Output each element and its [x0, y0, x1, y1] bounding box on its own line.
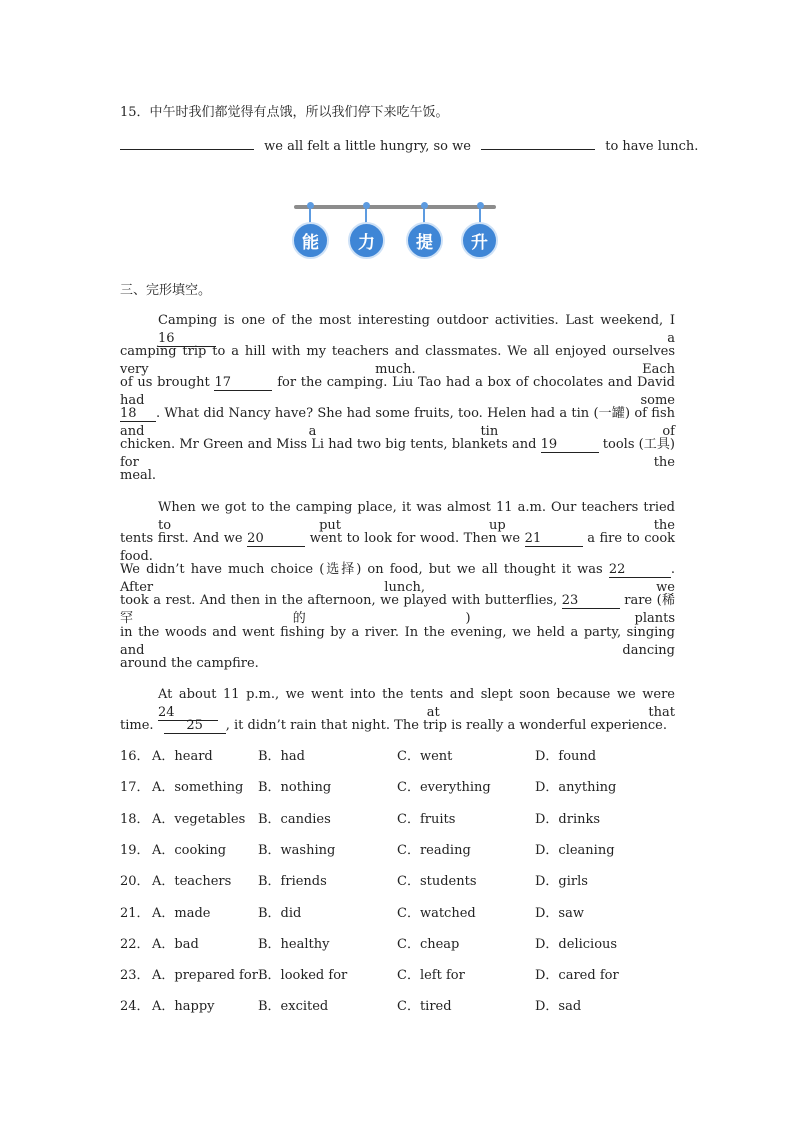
- option-choice-c[interactable]: C．left for: [397, 968, 465, 983]
- passage-text: took a rest. And then in the afternoon, we played with butterflies,: [120, 593, 558, 608]
- passage-line: When we got to the camping place, it was almost 11 a.m. Our teachers tried to put up the: [158, 500, 675, 533]
- passage-line: meal.: [120, 468, 157, 483]
- banner-pin: [477, 202, 484, 209]
- passage-text: of us brought: [120, 375, 210, 390]
- option-row: [120, 873, 680, 891]
- option-choice-d[interactable]: D．sad: [535, 999, 582, 1014]
- option-choice-c[interactable]: C．students: [397, 874, 477, 889]
- ability-banner: [292, 202, 498, 262]
- option-choice-d[interactable]: D．girls: [535, 874, 588, 889]
- passage-text: At about 11 p.m., we went into the tents and slept soon because we were: [158, 687, 675, 702]
- option-row: [120, 779, 680, 797]
- banner-stem: [479, 209, 481, 223]
- passage-text: Camping is one of the most interesting outdoor activities. Last weekend, I: [158, 313, 675, 328]
- option-choice-a[interactable]: A．something: [152, 780, 244, 795]
- passage-text: for the camping. Liu Tao had a box of chocolates and David had some: [120, 375, 675, 408]
- option-choice-b[interactable]: B．looked for: [258, 968, 348, 983]
- option-choice-c[interactable]: C．cheap: [397, 937, 460, 952]
- option-choice-d[interactable]: D．drinks: [535, 812, 601, 827]
- option-choice-b[interactable]: B．friends: [258, 874, 327, 889]
- q15-end-text: to have lunch.: [605, 139, 699, 154]
- banner-stem: [309, 209, 311, 223]
- banner-char-2: 力: [348, 222, 385, 259]
- option-choice-d[interactable]: D．cared for: [535, 968, 619, 983]
- blank-20[interactable]: 20: [247, 531, 305, 547]
- option-choice-b[interactable]: B．excited: [258, 999, 329, 1014]
- option-row: [120, 998, 680, 1016]
- option-choice-a[interactable]: A．vegetables: [152, 812, 246, 827]
- option-choice-d[interactable]: D．cleaning: [535, 843, 615, 858]
- option-row: [120, 811, 680, 829]
- passage-line: around the campfire.: [120, 656, 259, 671]
- option-choice-b[interactable]: B．healthy: [258, 937, 330, 952]
- blank-24[interactable]: 24: [158, 705, 218, 721]
- passage-text: tents first. And we: [120, 531, 243, 546]
- passage-text: at that: [426, 705, 675, 720]
- blank-17[interactable]: 17: [214, 375, 272, 391]
- blank-16[interactable]: 16: [158, 331, 216, 347]
- passage-text: a: [667, 331, 675, 346]
- option-choice-c[interactable]: C．everything: [397, 780, 491, 795]
- banner-pin: [307, 202, 314, 209]
- banner-bar: [294, 205, 496, 209]
- banner-pin: [421, 202, 428, 209]
- option-choice-d[interactable]: D．saw: [535, 906, 584, 921]
- passage-text: , it didn’t rain that night. The trip is really a wonderful experience.: [225, 718, 668, 733]
- blank-22[interactable]: 22: [609, 562, 671, 578]
- banner-char-3: 提: [406, 222, 443, 259]
- passage-text: tools (工具) for the: [120, 437, 675, 470]
- blank-18[interactable]: 18: [120, 406, 156, 422]
- option-choice-b[interactable]: B．did: [258, 906, 302, 921]
- banner-pin: [363, 202, 370, 209]
- q15-mid-text: we all felt a little hungry, so we: [264, 139, 471, 154]
- option-number: 20．: [120, 874, 150, 889]
- option-choice-a[interactable]: A．bad: [152, 937, 199, 952]
- option-choice-b[interactable]: B．candies: [258, 812, 331, 827]
- q15-blank-1[interactable]: [120, 135, 254, 150]
- option-choice-b[interactable]: B．had: [258, 749, 305, 764]
- option-row: [120, 905, 680, 923]
- blank-25[interactable]: 25: [164, 718, 226, 734]
- option-choice-d[interactable]: D．delicious: [535, 937, 618, 952]
- blank-21[interactable]: 21: [525, 531, 583, 547]
- passage-line: [120, 592, 675, 628]
- option-choice-a[interactable]: A．made: [152, 906, 211, 921]
- q15-sentence: [120, 135, 699, 156]
- option-number: 18．: [120, 812, 150, 827]
- option-number: 16．: [120, 749, 150, 764]
- option-choice-c[interactable]: C．reading: [397, 843, 471, 858]
- option-choice-b[interactable]: B．nothing: [258, 780, 332, 795]
- option-choice-d[interactable]: D．found: [535, 749, 597, 764]
- banner-char-4: 升: [461, 222, 498, 259]
- option-choice-c[interactable]: C．tired: [397, 999, 452, 1014]
- passage-text: . What did Nancy have? She had some fruits, too. Helen had a tin (一罐) of fish and a tin of: [120, 406, 675, 439]
- q15-blank-2[interactable]: [481, 135, 595, 150]
- blank-23[interactable]: 23: [562, 593, 620, 609]
- option-choice-c[interactable]: C．watched: [397, 906, 476, 921]
- option-number: 21．: [120, 906, 150, 921]
- option-choice-c[interactable]: C．went: [397, 749, 453, 764]
- banner-stem: [423, 209, 425, 223]
- section-title: 三、完形填空。: [120, 283, 212, 298]
- option-choice-d[interactable]: D．anything: [535, 780, 617, 795]
- passage-text: went to look for wood. Then we: [309, 531, 521, 546]
- option-number: 24．: [120, 999, 150, 1014]
- passage-text: a fire to cook food.: [120, 531, 676, 564]
- option-choice-a[interactable]: A．cooking: [152, 843, 227, 858]
- option-number: 23．: [120, 968, 150, 983]
- passage-line: [120, 717, 675, 735]
- passage-text: rare (稀罕的) plants: [120, 593, 676, 626]
- passage-text: We didn’t have much choice (选择) on food, but we all thought it was: [120, 562, 603, 577]
- banner-char-1: 能: [292, 222, 329, 259]
- banner-stem: [365, 209, 367, 223]
- option-choice-b[interactable]: B．washing: [258, 843, 336, 858]
- option-number: 17．: [120, 780, 150, 795]
- blank-19[interactable]: 19: [541, 437, 599, 453]
- passage-text: time.: [120, 718, 154, 733]
- option-row: [120, 936, 680, 954]
- option-choice-c[interactable]: C．fruits: [397, 812, 456, 827]
- option-choice-a[interactable]: A．teachers: [152, 874, 232, 889]
- option-row: [120, 748, 680, 766]
- passage-line: in the woods and went fishing by a river. In the evening, we held a party, singing and dancing: [120, 625, 675, 658]
- option-choice-a[interactable]: A．heard: [152, 749, 213, 764]
- option-row: [120, 967, 680, 985]
- option-number: 19．: [120, 843, 150, 858]
- passage-line: camping trip to a hill with my teachers and classmates. We all enjoyed ourselves very much. Each: [120, 344, 675, 377]
- option-choice-a[interactable]: A．prepared for: [152, 968, 258, 983]
- option-number: 22．: [120, 937, 150, 952]
- passage-text: chicken. Mr Green and Miss Li had two big tents, blankets and: [120, 437, 537, 452]
- option-row: [120, 842, 680, 860]
- q15-prompt: 15．中午时我们都觉得有点饿，所以我们停下来吃午饭。: [120, 105, 449, 120]
- passage-text: . After lunch, we: [120, 562, 675, 595]
- option-choice-a[interactable]: A．happy: [152, 999, 215, 1014]
